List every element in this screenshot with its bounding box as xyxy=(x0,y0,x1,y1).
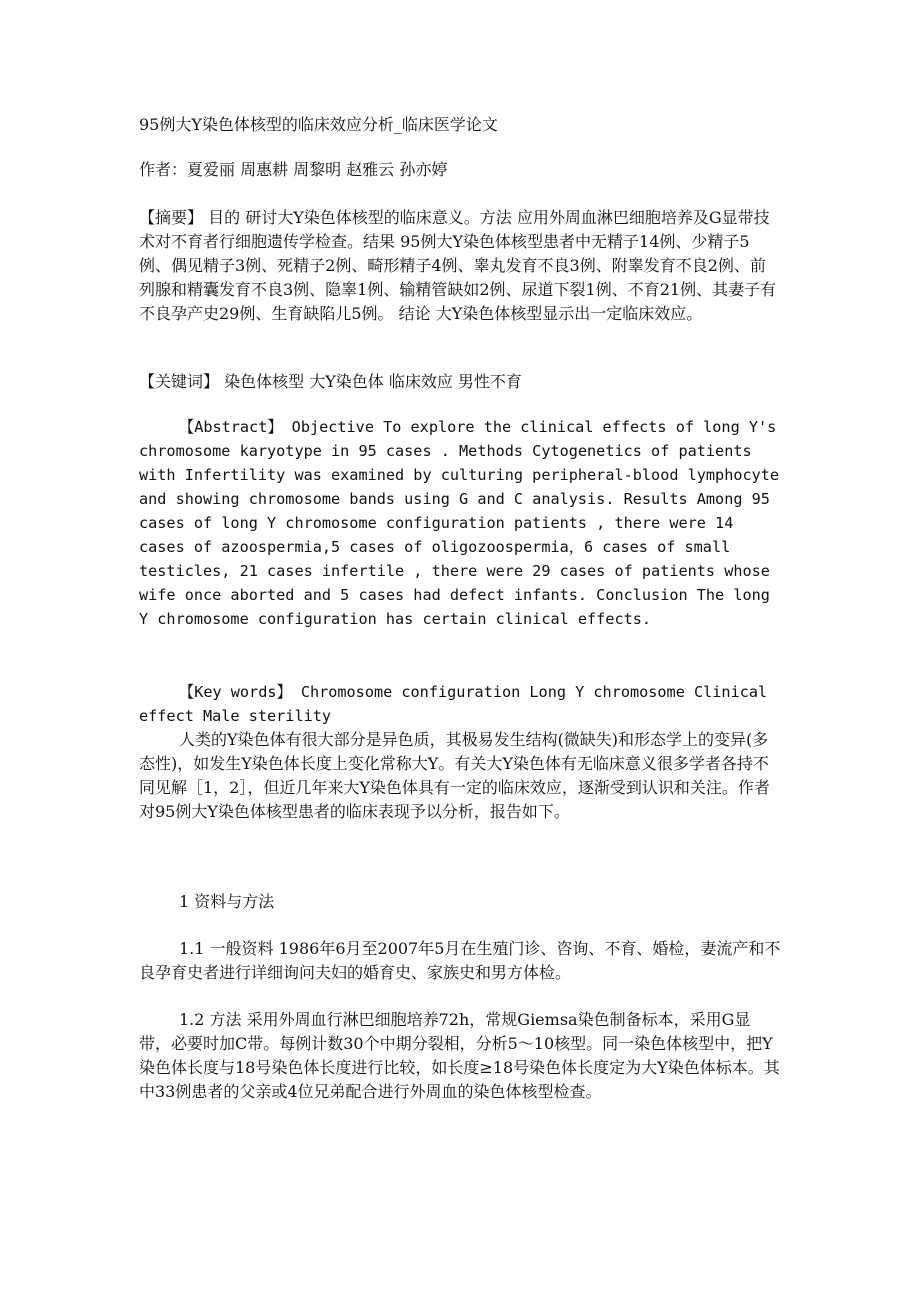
author-line: 作者：夏爱丽 周惠耕 周黎明 赵雅云 孙亦婷 xyxy=(139,160,448,179)
section-heading-materials-methods: 1 资料与方法 xyxy=(179,892,275,911)
english-keywords-label: 【Key words】 xyxy=(179,683,292,701)
chinese-keywords xyxy=(139,370,522,394)
keywords-label: 【关键词】 xyxy=(139,372,220,391)
introduction-paragraph: 人类的Y染色体有很大部分是异色质，其极易发生结构(微缺失)和形态学上的变异(多态性)，如发生Y染色体长度上变化常称大Y。有关大Y染色体有无临床意义很多学者各持不同见解［1，2］，但近几年来大Y染色体具有一定的临床效应，逐渐受到认识和关注。作者对95例大Y染色体核型患者的临床表现予以分析，报告如下。 xyxy=(139,730,770,821)
english-keywords-text: Chromosome configuration Long Y chromosome Clinical effect Male sterility xyxy=(139,683,768,725)
subsection-general-data: 1.1 一般资料 1986年6月至2007年5月在生殖门诊、咨询、不育、婚检，妻流产和不良孕育史者进行详细询问夫妇的婚育史、家族史和男方体检。 xyxy=(139,939,781,982)
english-abstract-text: Objective To explore the clinical effects of long Y's chromosome karyotype in 95 cases . Methods Cytogenetics of patients with Infertility was examined by culturing peripheral-blood lymphocyte and showing chromosome bands using G and C analysis. Results Among 95 cases of long Y chromosome configuration patients , there were 14 cases of azoospermia,5 cases of oligozoospermia，6 cases of small testicles, 21 cases infertile , there were 29 cases of patients whose wife once aborted and 5 cases had defect infants. Conclusion The long Y chromosome configuration has certain clinical effects. xyxy=(139,418,780,628)
keywords-text: 染色体核型 大Y染色体 临床效应 男性不育 xyxy=(219,372,522,391)
english-abstract-label: 【Abstract】 xyxy=(179,418,283,436)
chinese-abstract xyxy=(139,206,781,326)
abstract-label: 【摘要】 xyxy=(139,208,204,227)
abstract-text: 目的 研讨大Y染色体核型的临床意义。方法 应用外周血淋巴细胞培养及G显带技术对不育者行细胞遗传学检查。结果 95例大Y染色体核型患者中无精子14例、少精子5例、偶见精子3例、死精子2例、畸形精子4例、睾丸发育不良3例、附睾发育不良2例、前列腺和精囊发育不良3例、隐睾1例、输精管缺如2例、尿道下裂1例、不育21例、其妻子有不良孕产史29例、生育缺陷儿5例。 结论 大Y染色体核型显示出一定临床效应。 xyxy=(139,208,777,323)
english-abstract xyxy=(139,415,781,631)
subsection-methods: 1.2 方法 采用外周血行淋巴细胞培养72h，常规Giemsa染色制备标本，采用G显带，必要时加C带。每例计数30个中期分裂相，分析5～10核型。同一染色体核型中，把Y染色体长度与18号染色体长度进行比较，如长度≥18号染色体长度定为大Y染色体标本。其中33例患者的父亲或4位兄弟配合进行外周血的染色体核型检查。 xyxy=(139,1010,780,1101)
paper-title: 95例大Y染色体核型的临床效应分析_临床医学论文 xyxy=(139,115,498,134)
english-keywords xyxy=(139,680,781,728)
